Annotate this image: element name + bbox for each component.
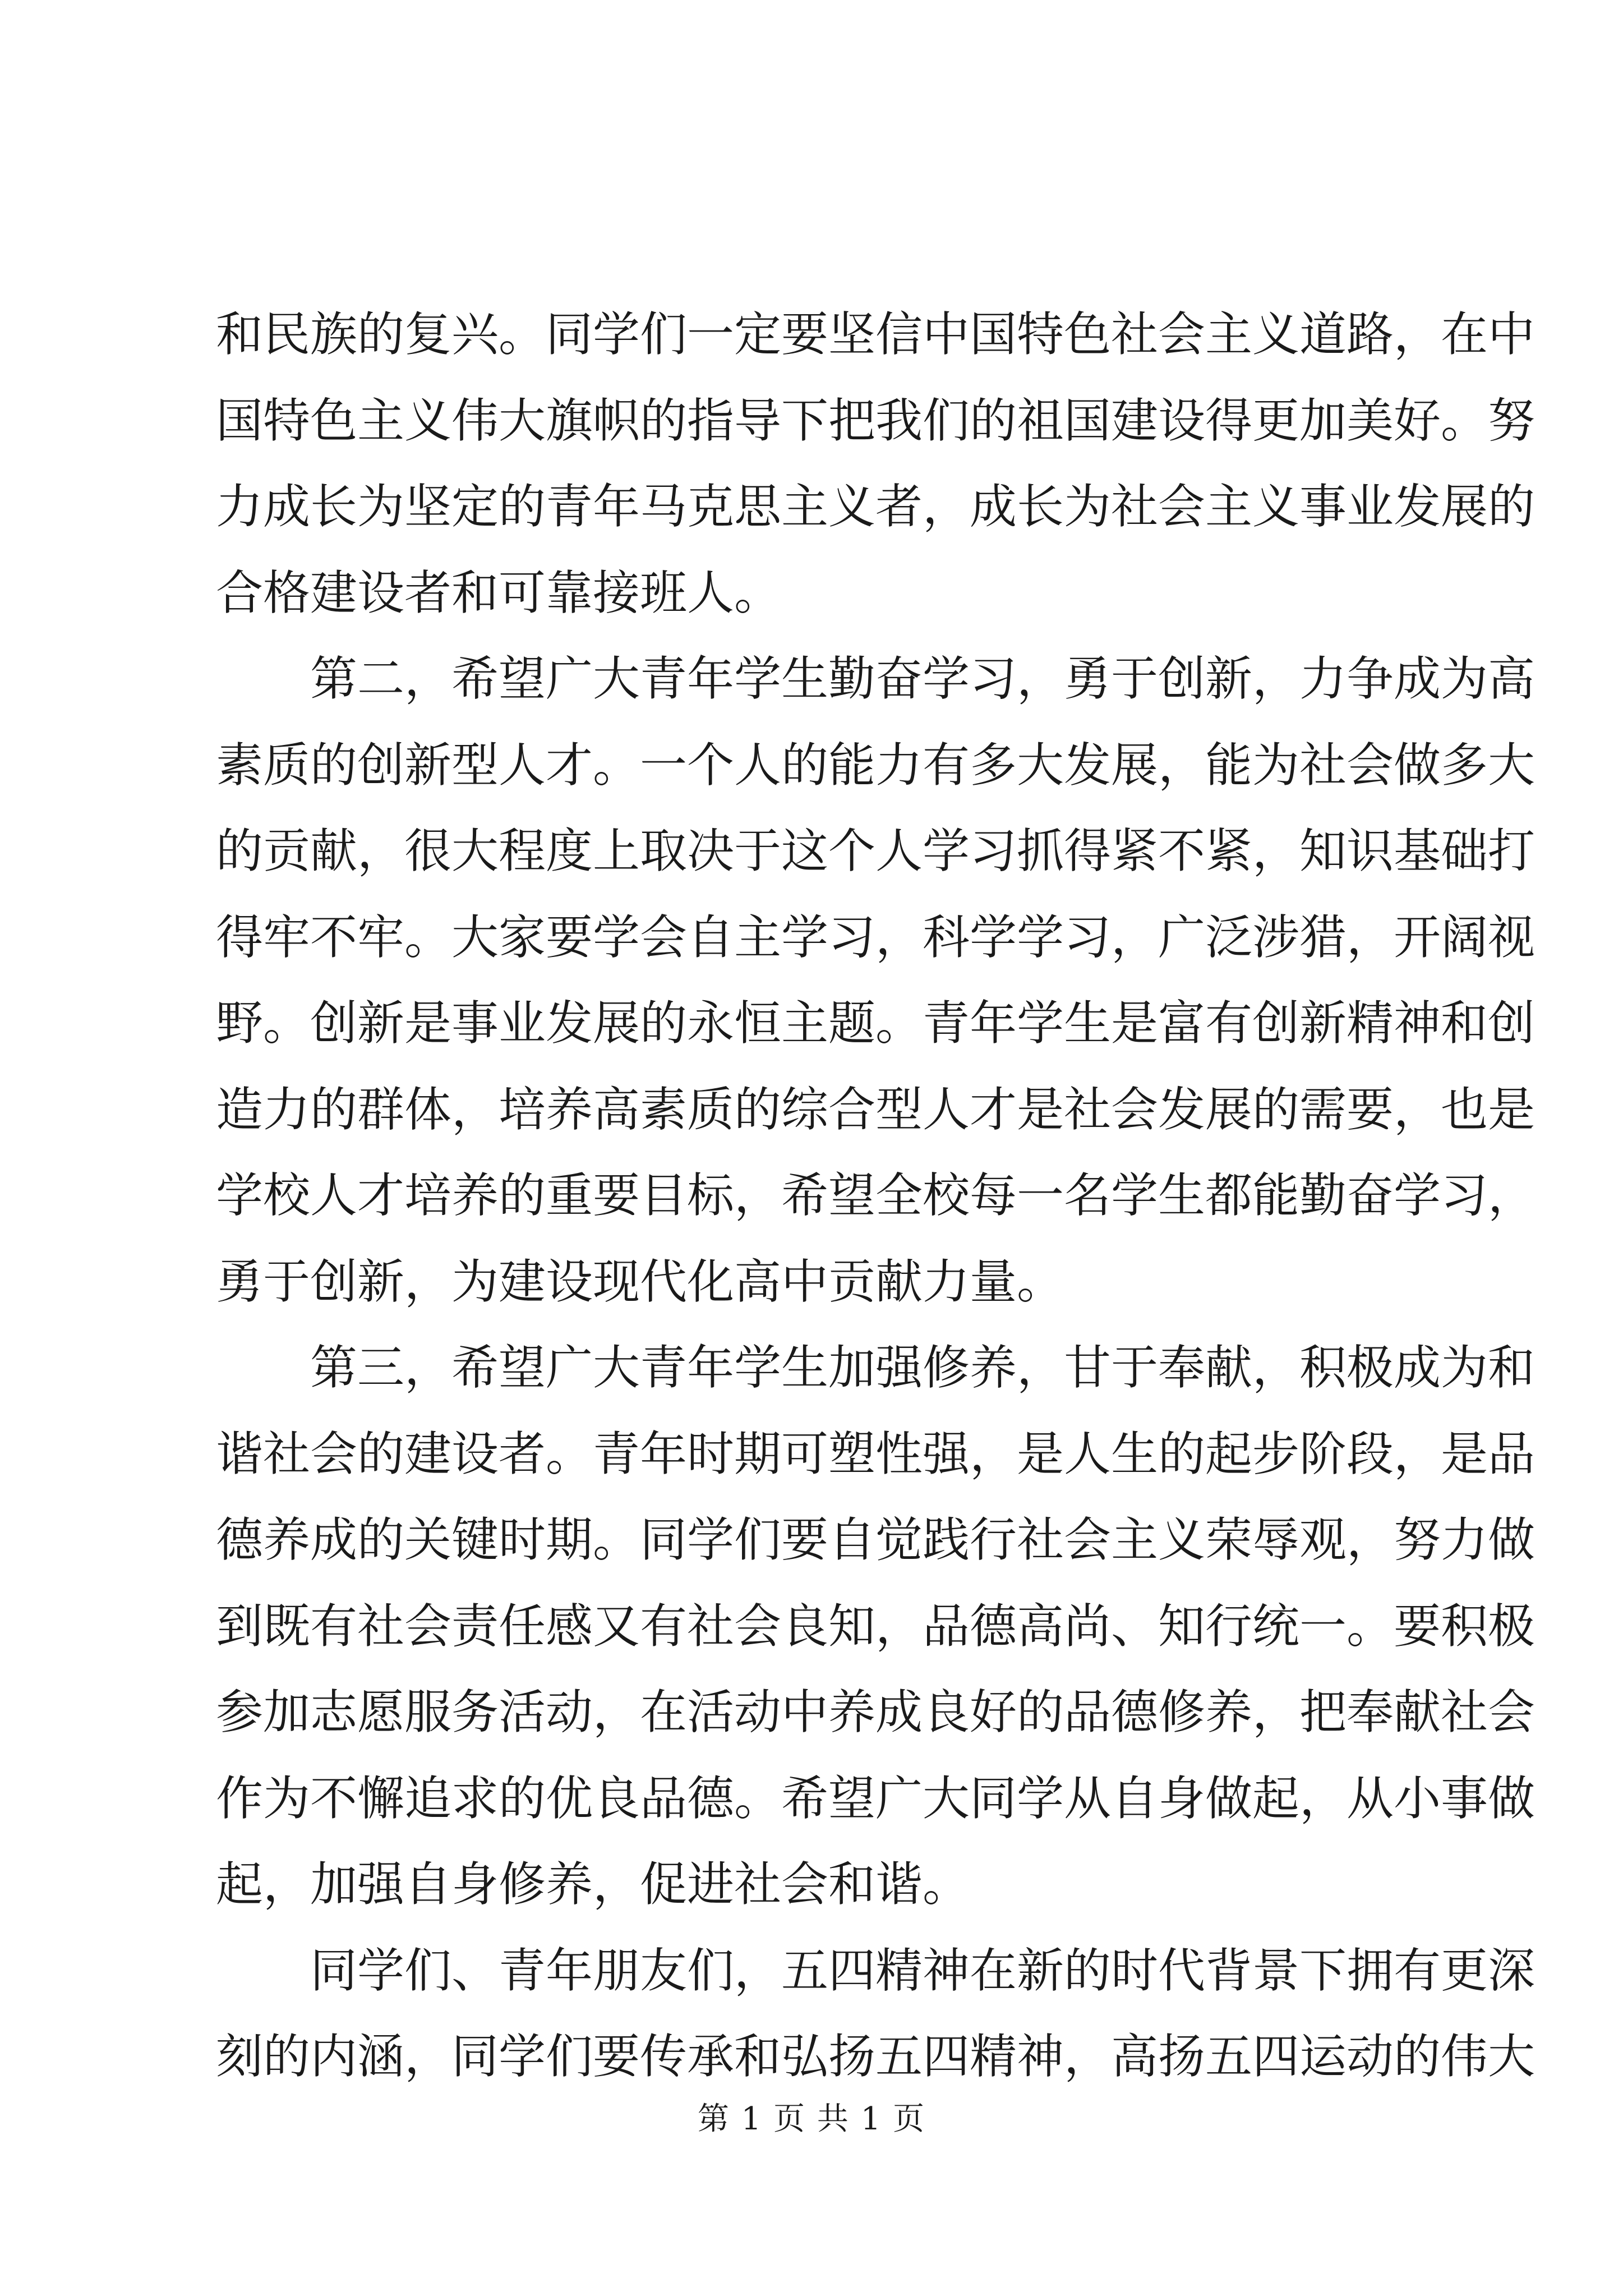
- body-line: 德养成的关键时期。同学们要自觉践行社会主义荣辱观，努力做: [216, 1512, 1536, 1567]
- body-line: 力成长为坚定的青年马克思主义者，成长为社会主义事业发展的: [216, 479, 1536, 534]
- body-line: 学校人才培养的重要目标，希望全校每一名学生都能勤奋学习，: [216, 1168, 1536, 1223]
- body-line: 到既有社会责任感又有社会良知，品德高尚、知行统一。要积极: [216, 1598, 1536, 1654]
- paragraph-start-line: 同学们、青年朋友们，五四精神在新的时代背景下拥有更深: [310, 1943, 1536, 1998]
- body-line: 得牢不牢。大家要学会自主学习，科学学习，广泛涉猎，开阔视: [216, 909, 1536, 965]
- paragraph-start-line: 第三，希望广大青年学生加强修养，甘于奉献，积极成为和: [310, 1340, 1536, 1395]
- body-line: 的贡献，很大程度上取决于这个人学习抓得紧不紧，知识基础打: [216, 823, 1536, 878]
- page-number-footer: 第 1 页 共 1 页: [697, 2101, 926, 2137]
- document-body: [216, 292, 1536, 2100]
- body-line: 勇于创新，为建设现代化高中贡献力量。: [216, 1254, 1064, 1309]
- body-line: 国特色主义伟大旗帜的指导下把我们的祖国建设得更加美好。努: [216, 393, 1536, 448]
- body-line: 谐社会的建设者。青年时期可塑性强，是人生的起步阶段，是品: [216, 1426, 1536, 1481]
- body-line: 素质的创新型人才。一个人的能力有多大发展，能为社会做多大: [216, 737, 1536, 793]
- body-line: 起，加强自身修养，促进社会和谐。: [216, 1857, 970, 1912]
- body-line: 作为不懈追求的优良品德。希望广大同学从自身做起，从小事做: [216, 1770, 1536, 1826]
- body-line: 刻的内涵，同学们要传承和弘扬五四精神，高扬五四运动的伟大: [216, 2029, 1536, 2084]
- paragraph-start-line: 第二，希望广大青年学生勤奋学习，勇于创新，力争成为高: [310, 651, 1536, 706]
- body-line: 合格建设者和可靠接班人。: [216, 565, 782, 620]
- body-line: 造力的群体，培养高素质的综合型人才是社会发展的需要，也是: [216, 1082, 1536, 1137]
- body-line: 和民族的复兴。同学们一定要坚信中国特色社会主义道路，在中: [216, 307, 1536, 362]
- body-line: 参加志愿服务活动，在活动中养成良好的品德修养，把奉献社会: [216, 1685, 1536, 1740]
- body-line: 野。创新是事业发展的永恒主题。青年学生是富有创新精神和创: [216, 996, 1536, 1051]
